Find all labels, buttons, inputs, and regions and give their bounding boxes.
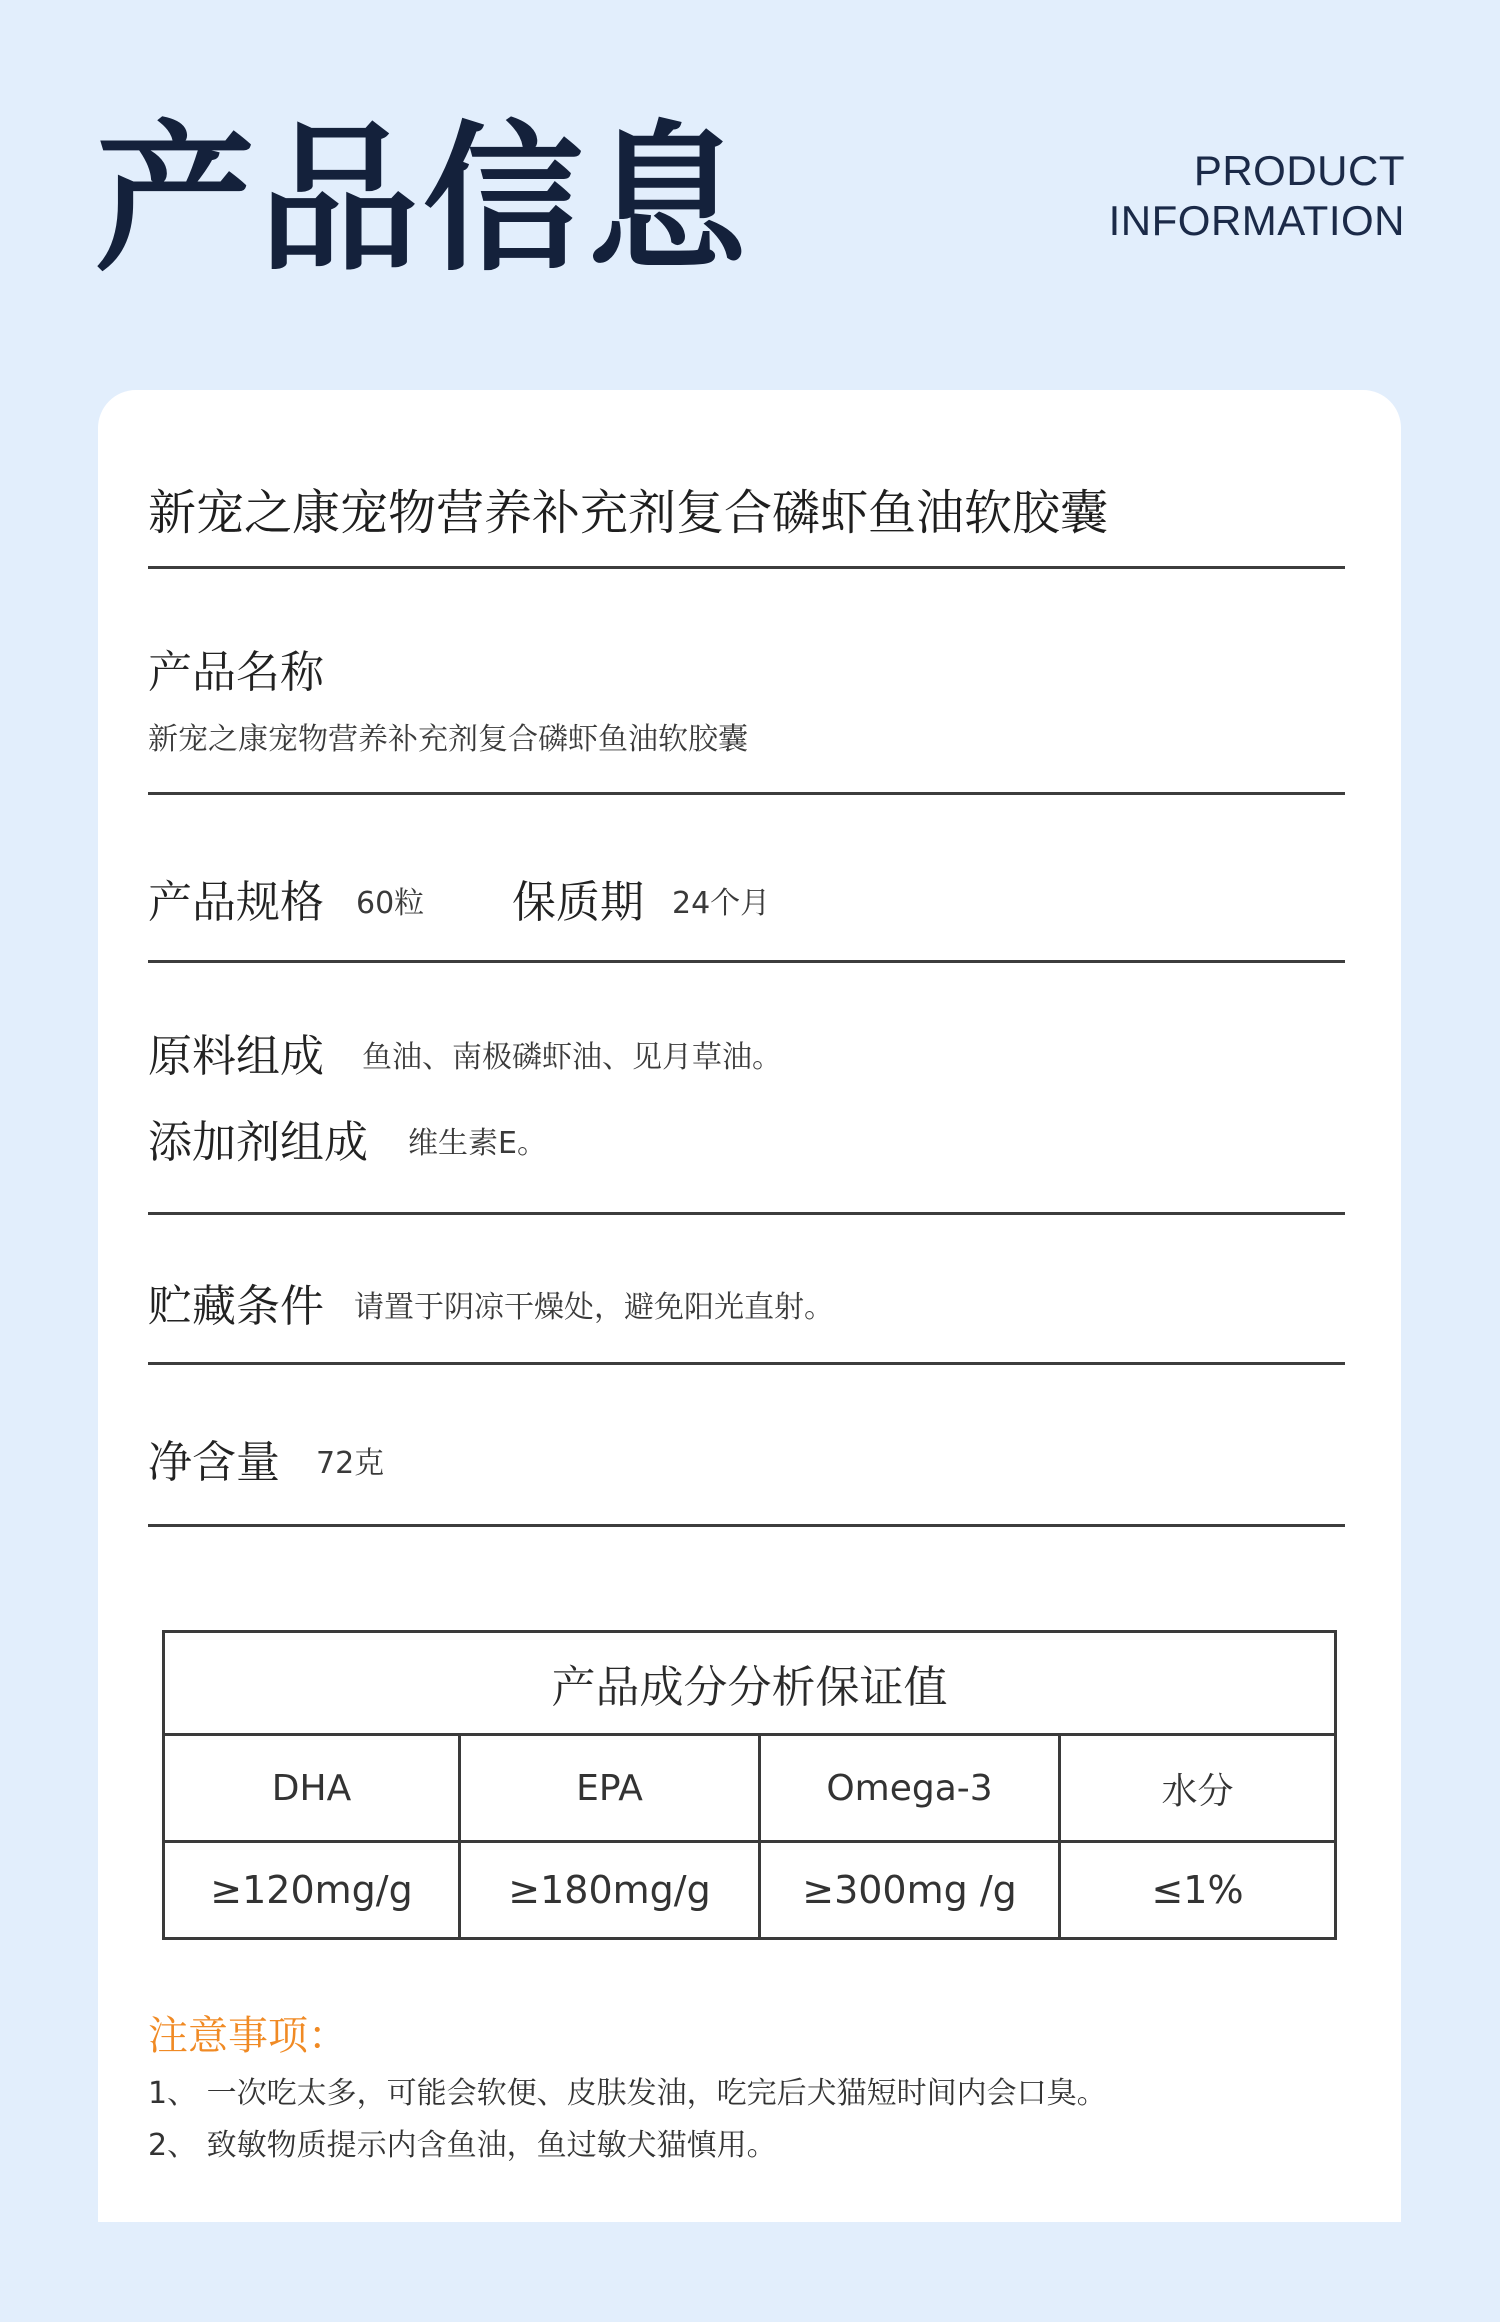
notice-item: 2、 致敏物质提示内含鱼油，鱼过敏犬猫慎用。: [148, 2128, 777, 2163]
divider: [148, 1212, 1345, 1215]
notice-item: 1、 一次吃太多，可能会软便、皮肤发油，吃完后犬猫短时间内会口臭。: [148, 2076, 1107, 2111]
additives-value: 维生素E。: [408, 1126, 547, 1161]
divider: [148, 566, 1345, 569]
name-value: 新宠之康宠物营养补充剂复合磷虾鱼油软胶囊: [148, 722, 748, 757]
subtitle-line-1: PRODUCT: [1193, 147, 1405, 194]
spec-value: 60粒: [356, 886, 425, 921]
column-header-moisture: 水分: [1060, 1735, 1336, 1842]
notice-title: 注意事项：: [148, 2013, 348, 2059]
info-card: [98, 390, 1401, 2222]
analysis-table: [162, 1630, 1337, 1940]
column-header-dha: DHA: [164, 1735, 460, 1842]
value-dha: ≥120mg/g: [164, 1842, 460, 1939]
storage-label: 贮藏条件: [148, 1281, 324, 1332]
divider: [148, 1362, 1345, 1365]
column-header-omega3: Omega-3: [760, 1735, 1060, 1842]
divider: [148, 1524, 1345, 1527]
value-moisture: ≤1%: [1060, 1842, 1336, 1939]
column-header-epa: EPA: [460, 1735, 760, 1842]
value-epa: ≥180mg/g: [460, 1842, 760, 1939]
net-label: 净含量: [148, 1437, 280, 1488]
storage-value: 请置于阴凉干燥处，避免阳光直射。: [354, 1290, 834, 1325]
page-title: 产品信息: [95, 106, 752, 293]
ingredients-value: 鱼油、南极磷虾油、见月草油。: [362, 1040, 782, 1075]
additives-label: 添加剂组成: [148, 1117, 368, 1168]
analysis-table-title: 产品成分分析保证值: [164, 1632, 1336, 1735]
ingredients-label: 原料组成: [148, 1031, 324, 1082]
shelf-value: 24个月: [672, 886, 771, 921]
product-heading: 新宠之康宠物营养补充剂复合磷虾鱼油软胶囊: [148, 485, 1109, 541]
name-label: 产品名称: [148, 647, 324, 698]
shelf-label: 保质期: [512, 877, 644, 928]
spec-label: 产品规格: [148, 877, 324, 928]
value-omega3: ≥300mg /g: [760, 1842, 1060, 1939]
divider: [148, 960, 1345, 963]
net-value: 72克: [316, 1446, 385, 1481]
page-subtitle: [1109, 146, 1405, 246]
subtitle-line-2: INFORMATION: [1108, 197, 1405, 244]
divider: [148, 792, 1345, 795]
